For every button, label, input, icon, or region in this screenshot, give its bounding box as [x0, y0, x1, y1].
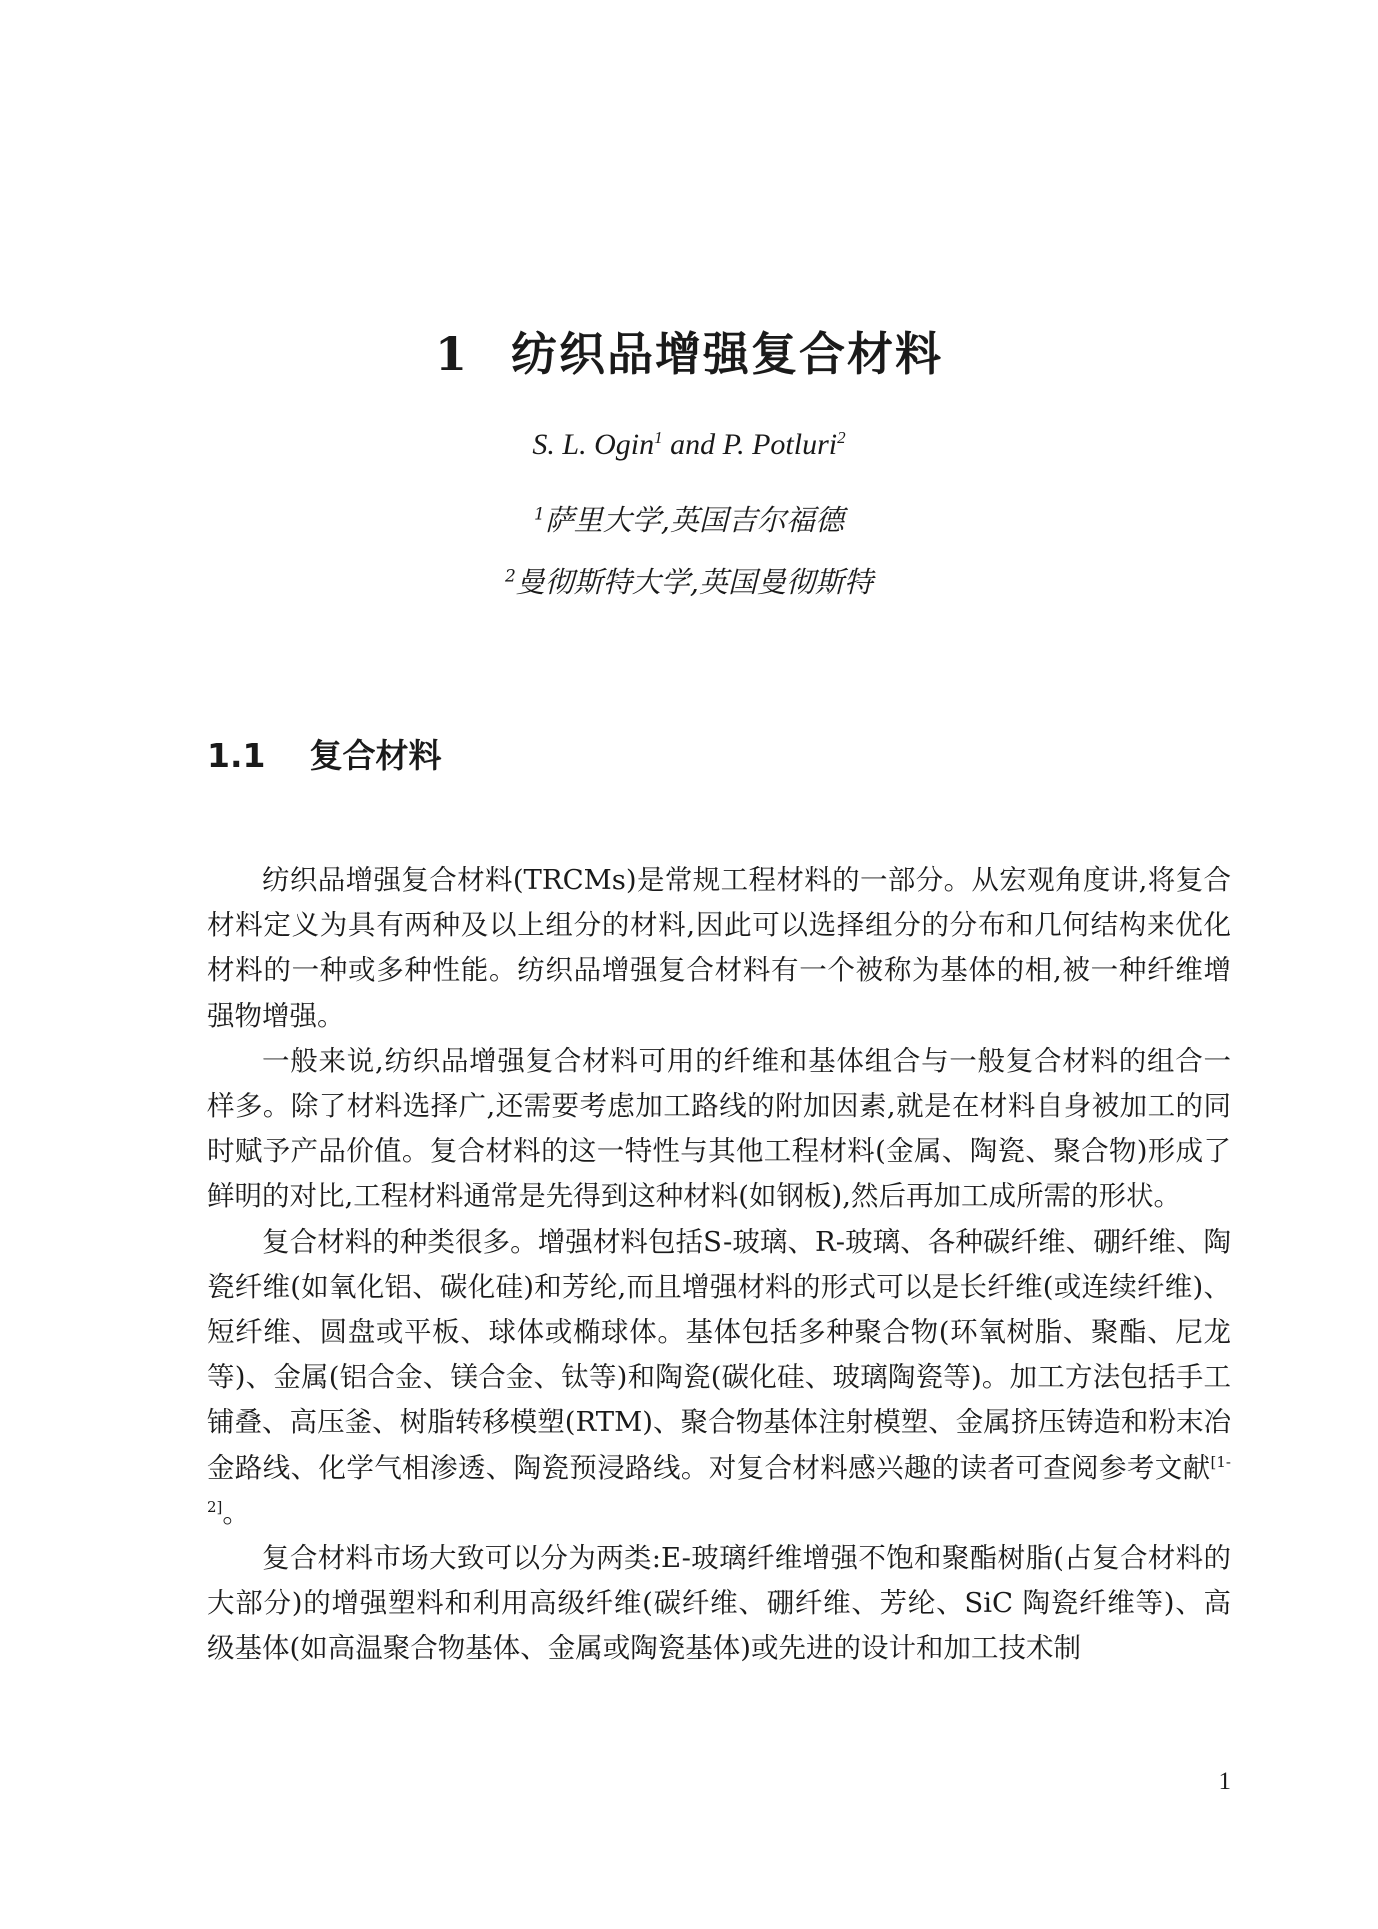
section-heading — [207, 730, 441, 777]
author-2-affiliation-mark: 2 — [837, 428, 846, 447]
author-2-name: P. Potluri — [722, 428, 838, 461]
author-line — [0, 428, 1378, 462]
affiliation-1-mark: 1 — [533, 504, 545, 525]
paragraph-2-text: 一般来说,纺织品增强复合材料可用的纤维和基体组合与一般复合材料的组合一样多。除了材料选择广,还需要考虑加工路线的附加因素,就是在材料自身被加工的同时赋予产品价值。复合材料的这一特性与其他工程材料(金属、陶瓷、聚合物)形成了鲜明的对比,工程材料通常是先得到这种材料(如钢板),然后再加工成所需的形状。 — [207, 1044, 1231, 1213]
paragraph-3-text: 复合材料的种类很多。增强材料包括S-玻璃、R-玻璃、各种碳纤维、硼纤维、陶瓷纤维(如氧化铝、碳化硅)和芳纶,而且增强材料的形式可以是长纤维(或连续纤维)、短纤维、圆盘或平板、球体或椭球体。基体包括多种聚合物(环氧树脂、聚酯、尼龙等)、金属(铝合金、镁合金、钛等)和陶瓷(碳化硅、玻璃陶瓷等)。加工方法包括手工铺叠、高压釜、树脂转移模塑(RTM)、聚合物基体注射模塑、金属挤压铸造和粉末冶金路线、化学气相渗透、陶瓷预浸路线。对复合材料感兴趣的读者可查阅参考文献 — [207, 1225, 1231, 1484]
affiliation-2 — [0, 560, 1378, 601]
author-1-name: S. L. Ogin — [532, 428, 655, 461]
affiliation-1-text: 萨里大学,英国吉尔福德 — [544, 503, 845, 537]
paragraph-2 — [207, 1039, 1231, 1220]
section-number: 1.1 — [207, 736, 266, 775]
paragraph-4 — [207, 1536, 1231, 1672]
chapter-title-text: 纺织品增强复合材料 — [511, 327, 943, 381]
affiliation-1 — [0, 498, 1378, 539]
affiliation-2-mark: 2 — [504, 566, 516, 587]
author-1-affiliation-mark: 1 — [654, 428, 663, 447]
paragraph-4-text: 复合材料市场大致可以分为两类:E-玻璃纤维增强不饱和聚酯树脂(占复合材料的大部分)的增强塑料和利用高级纤维(碳纤维、硼纤维、芳纶、SiC 陶瓷纤维等)、高级基体(如高温聚合物基体、金属或陶瓷基体)或先进的设计和加工技术制 — [207, 1542, 1231, 1665]
paragraph-1-text: 纺织品增强复合材料(TRCMs)是常规工程材料的一部分。从宏观角度讲,将复合材料定义为具有两种及以上组分的材料,因此可以选择组分的分布和几何结构来优化材料的一种或多种性能。纺织品增强复合材料有一个被称为基体的相,被一种纤维增强物增强。 — [207, 864, 1231, 1032]
author-connector: and — [670, 428, 716, 461]
section-title: 复合材料 — [309, 736, 442, 775]
paragraph-3-tail: 。 — [222, 1496, 250, 1529]
chapter-title — [0, 318, 1378, 384]
paragraph-1 — [207, 858, 1231, 1039]
paragraph-3 — [207, 1220, 1231, 1536]
chapter-number: 1 — [434, 327, 469, 381]
affiliation-2-text: 曼彻斯特大学,英国曼彻斯特 — [515, 565, 874, 599]
page-number: 1 — [1218, 1768, 1231, 1795]
citation-reference[interactable]: [1-2] — [207, 1452, 1231, 1516]
body-text — [207, 858, 1231, 1672]
